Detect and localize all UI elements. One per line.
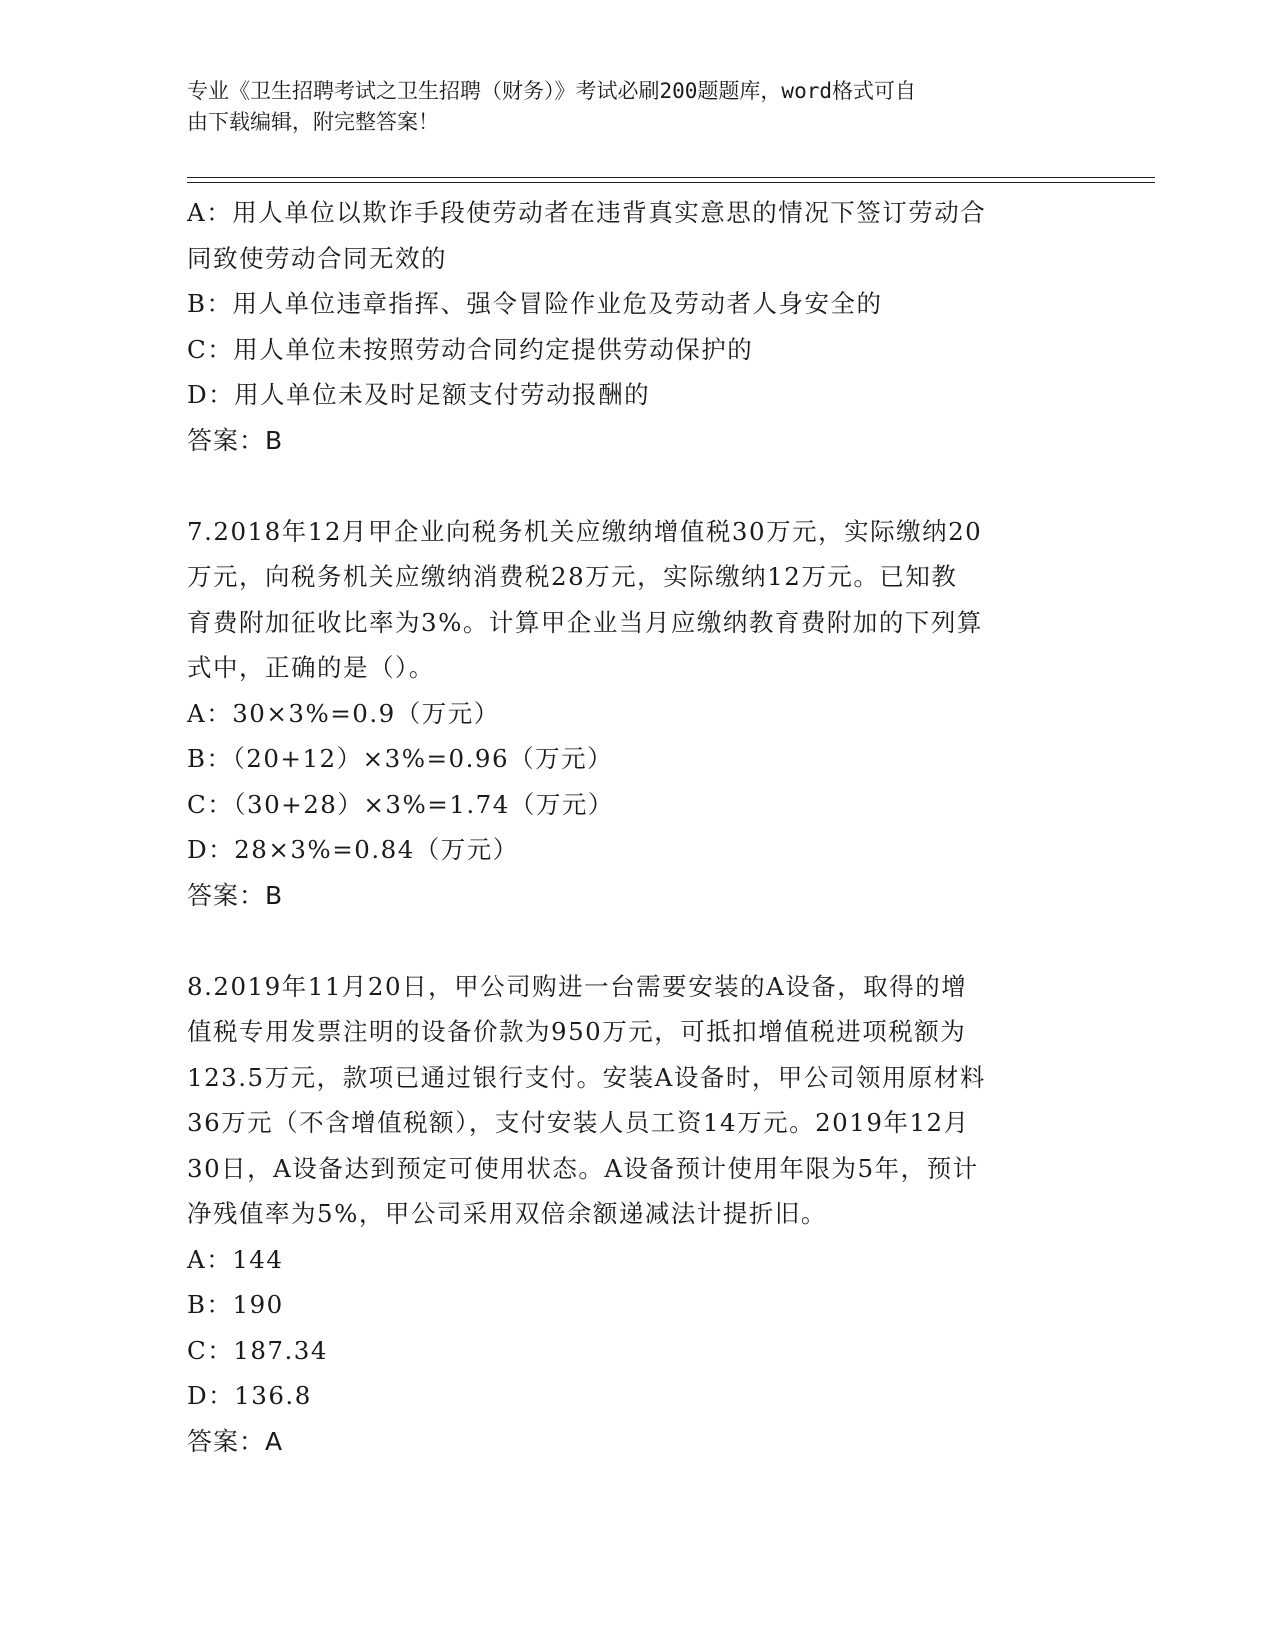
answer: 答案：B [187, 425, 284, 455]
option-d: D：136.8 [187, 1381, 312, 1410]
spacer [187, 918, 1087, 964]
option-b: B：190 [187, 1290, 284, 1319]
option-a: A：144 [187, 1244, 284, 1274]
question-stem-line: 8.2019年11月20日，甲公司购进一台需要安装的A设备，取得的增 [187, 971, 968, 1001]
option-d: D：28×3%=0.84（万元） [187, 835, 519, 864]
header-rule-top [187, 177, 1155, 178]
document-header [187, 76, 1067, 138]
header-line-2: 由下载编辑，附完整答案！ [187, 110, 439, 134]
option-b: B：用人单位违章指挥、强令冒险作业危及劳动者人身安全的 [187, 289, 883, 318]
question-list [187, 190, 1087, 1464]
question-6-options [187, 190, 1087, 463]
header-line-1: 专业《卫生招聘考试之卫生招聘（财务）》考试必刷200题题库，word格式可自 [187, 79, 916, 103]
answer: 答案：A [187, 1426, 284, 1456]
option-a-line-1: A：用人单位以欺诈手段使劳动者在违背真实意思的情况下签订劳动合 [187, 198, 987, 227]
option-b: B：（20+12）×3%=0.96（万元） [187, 744, 614, 773]
header-rule-bottom [187, 182, 1155, 183]
question-stem-line: 36万元（不含增值税额），支付安装人员工资14万元。2019年12月 [187, 1108, 970, 1137]
question-stem-line: 育费附加征收比率为3%。计算甲企业当月应缴纳教育费附加的下列算 [187, 607, 983, 637]
question-stem-line: 万元，向税务机关应缴纳消费税28万元，实际缴纳12万元。已知教 [187, 562, 958, 591]
option-c: C：187.34 [187, 1335, 328, 1365]
question-7 [187, 509, 1087, 919]
option-a: A：30×3%=0.9（万元） [187, 698, 500, 728]
option-c: C：（30+28）×3%=1.74（万元） [187, 789, 614, 819]
spacer [187, 463, 1087, 509]
question-stem-line: 净残值率为5%，甲公司采用双倍余额递减法计提折旧。 [187, 1199, 827, 1228]
question-stem-line: 30日，A设备达到预定可使用状态。A设备预计使用年限为5年，预计 [187, 1153, 979, 1183]
option-d: D：用人单位未及时足额支付劳动报酬的 [187, 380, 651, 409]
option-a-line-2: 同致使劳动合同无效的 [187, 243, 447, 273]
question-stem-line: 123.5万元，款项已通过银行支付。安装A设备时，甲公司领用原材料 [187, 1062, 986, 1092]
question-stem-line: 式中，正确的是（）。 [187, 653, 435, 682]
question-stem-line: 值税专用发票注明的设备价款为950万元，可抵扣增值税进项税额为 [187, 1017, 967, 1046]
option-c: C：用人单位未按照劳动合同约定提供劳动保护的 [187, 334, 754, 364]
question-8 [187, 964, 1087, 1465]
answer: 答案：B [187, 880, 284, 910]
question-stem-line: 7.2018年12月甲企业向税务机关应缴纳增值税30万元，实际缴纳20 [187, 516, 983, 546]
